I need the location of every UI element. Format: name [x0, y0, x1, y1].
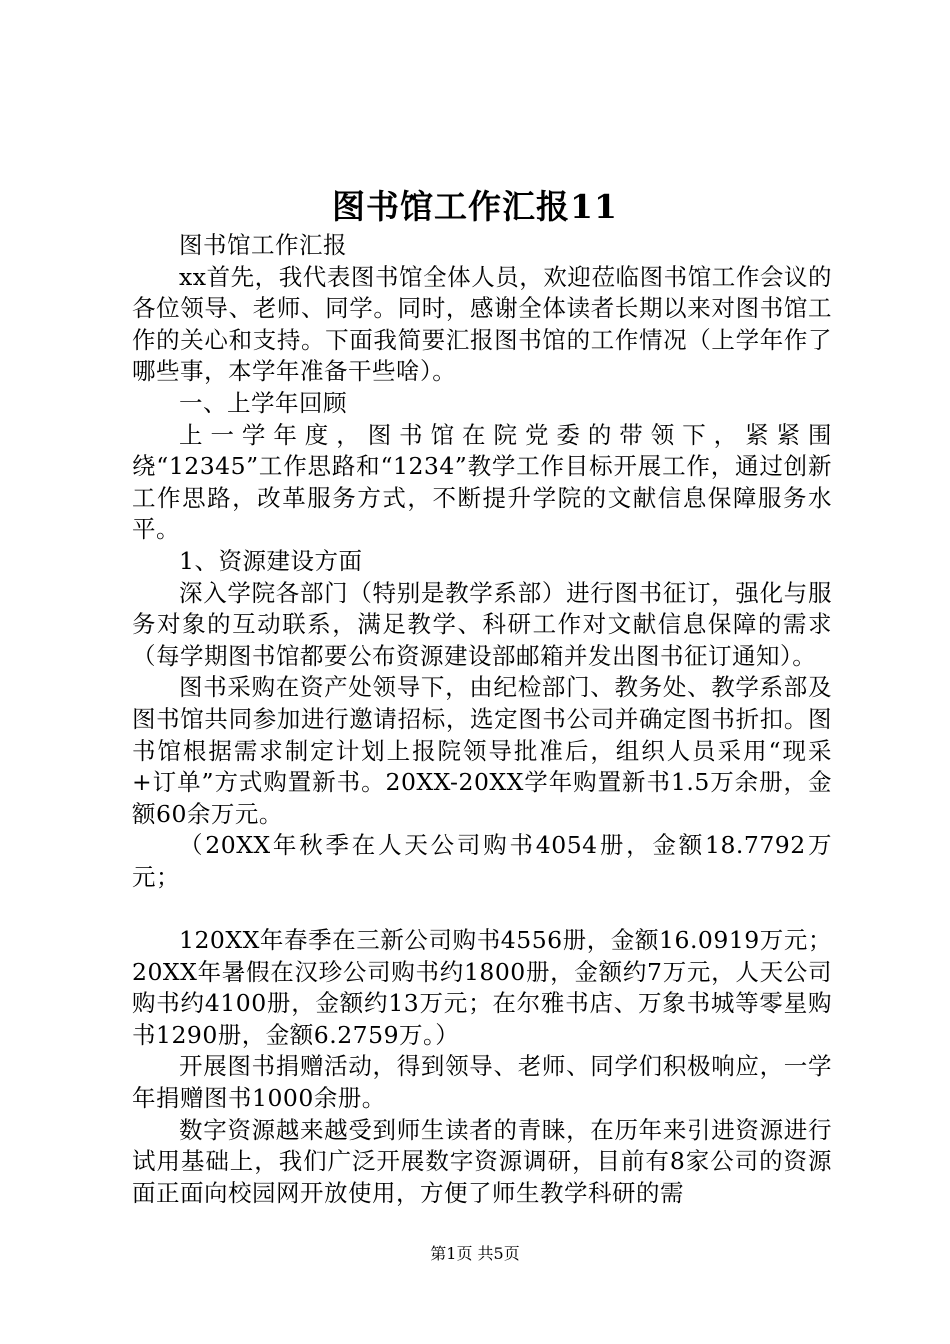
paragraph-digital-resources: 数字资源越来越受到师生读者的青睐，在历年来引进资源进行试用基础上，我们广泛开展数字资源调研，目前有8家公司的资源面正面向校园网开放使用，方便了师生教学科研的需: [132, 1115, 832, 1207]
page-footer: 第1页 共5页: [430, 1244, 520, 1263]
document-title: 图书馆工作汇报11: [332, 187, 618, 226]
paragraph-subtitle: 图书馆工作汇报: [179, 231, 347, 259]
subsection-heading-resources: 1、资源建设方面: [179, 546, 363, 575]
document-body: [132, 230, 832, 1209]
paragraph-donation: 开展图书捐赠活动，得到领导、老师、同学们积极响应，一学年捐赠图书1000余册。: [132, 1052, 832, 1113]
paragraph-purchase-details: 120XX年春季在三新公司购书4556册，金额16.0919万元；20XX年暑假在汉珍公司购书约1800册，金额约7万元，人天公司购书约4100册，金额约13万元；在尔雅书店、万象书城等零星购书1290册，金额6.2759万。）: [132, 926, 832, 1049]
section-heading-review: 一、上学年回顾: [179, 388, 347, 417]
paragraph-resources-1: 深入学院各部门（特别是教学系部）进行图书征订，强化与服务对象的互动联系，满足教学、科研工作对文献信息保障的需求（每学期图书馆都要公布资源建设部邮箱并发出图书征订通知）。: [132, 578, 832, 670]
paragraph-purchase-autumn: （20XX年秋季在人天公司购书4054册，金额18.7792万元；: [132, 831, 832, 891]
paragraph-review: 上一学年度，图书馆在院党委的带领下，紧紧围绕“12345”工作思路和“1234”教学工作目标开展工作，通过创新工作思路，改革服务方式，不断提升学院的文献信息保障服务水平。: [132, 420, 832, 544]
paragraph-resources-2: 图书采购在资产处领导下，由纪检部门、教务处、教学系部及图书馆共同参加进行邀请招标，选定图书公司并确定图书折扣。图书馆根据需求制定计划上报院领导批准后，组织人员采用“现采+订单”方式购置新书。20XX-20XX学年购置新书1.5万余册，金额60余万元。: [132, 673, 832, 828]
paragraph-intro: xx首先，我代表图书馆全体人员，欢迎莅临图书馆工作会议的各位领导、老师、同学。同时，感谢全体读者长期以来对图书馆工作的关心和支持。下面我简要汇报图书馆的工作情况（上学年作了哪些事，本学年准备干些啥）。: [132, 262, 832, 386]
